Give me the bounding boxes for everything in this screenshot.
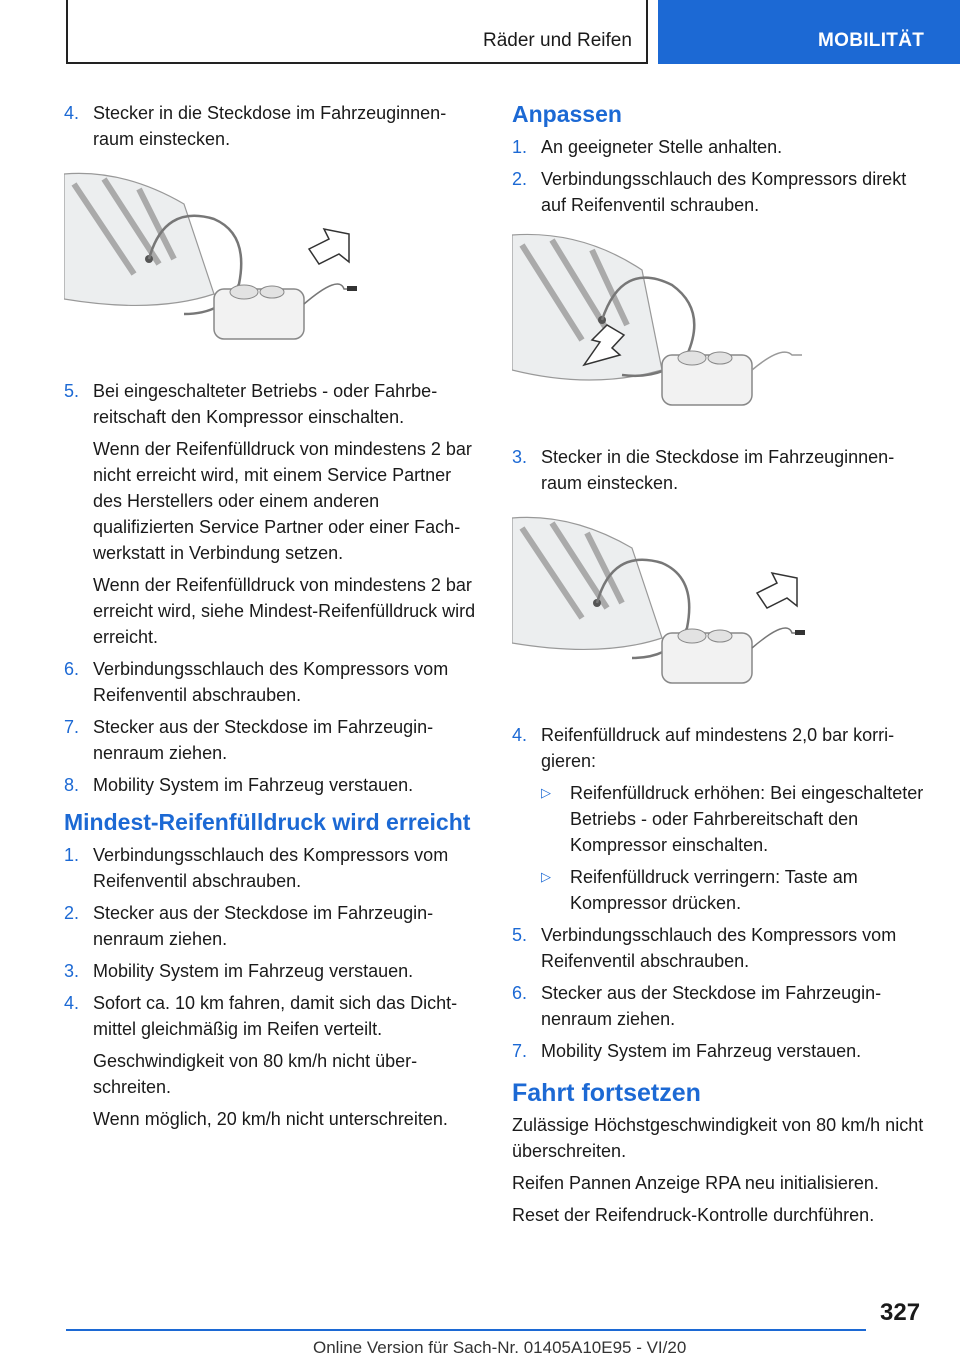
compressor-plug-illustration — [512, 508, 812, 708]
step-number: 4. — [64, 103, 80, 123]
step-number: 7. — [64, 717, 80, 737]
note-paragraph: Wenn der Reifenfülldruck von mindestens 2 bar nicht erreicht wird, mit einem Service Partner des Herstellers oder einem anderen qualifizierten Service Partner oder einer Fachwerkstatt in Verbindung setzen. — [93, 439, 472, 563]
body-paragraph: Reset der Reifendruck-Kontrolle durchführen. — [512, 1205, 875, 1225]
step-text: Mobility System im Fahrzeug verstauen. — [541, 1041, 862, 1061]
step-item — [64, 900, 476, 952]
step-item — [512, 980, 924, 1032]
section-heading: Anpassen — [512, 101, 622, 127]
step-text: Stecker aus der Steckdose im Fahrzeuginnenraum ziehen. — [541, 983, 882, 1029]
step-item — [512, 166, 924, 218]
step-number: 3. — [64, 961, 80, 981]
step-text: Verbindungsschlauch des Kompressors vom Reifenventil abschrauben. — [93, 845, 449, 891]
step-item — [64, 378, 476, 430]
step-text: Reifenfülldruck auf mindestens 2,0 bar korrigieren: — [541, 725, 895, 771]
step-number: 6. — [512, 983, 528, 1003]
note-paragraph: Wenn der Reifenfülldruck von mindestens 2 bar erreicht wird, siehe Mindest-Reifenfülldruck wird erreicht. — [93, 575, 476, 647]
step-item — [512, 722, 924, 774]
page-number: 327 — [880, 1299, 921, 1326]
step-text: Verbindungsschlauch des Kompressors vom Reifenventil abschrauben. — [541, 925, 897, 971]
step-number: 5. — [512, 925, 528, 945]
sub-step-item — [541, 780, 924, 858]
step-item — [64, 842, 476, 894]
footer-online-version: Online Version für Sach-Nr. 01405A10E95 - VI/20 — [313, 1338, 687, 1357]
step-text: Stecker in die Steckdose im Fahrzeuginnenraum einstecken. — [93, 103, 447, 149]
step-text: An geeigneter Stelle anhalten. — [541, 137, 783, 157]
body-paragraph: Reifen Pannen Anzeige RPA neu initialisieren. — [512, 1173, 879, 1193]
step-number: 4. — [64, 993, 80, 1013]
step-item — [64, 714, 476, 766]
note-paragraph: Geschwindigkeit von 80 km/h nicht überschreiten. — [93, 1051, 418, 1097]
step-text: Verbindungsschlauch des Kompressors vom Reifenventil abschrauben. — [93, 659, 449, 705]
note-paragraph: Wenn möglich, 20 km/h nicht unterschreiten. — [93, 1109, 448, 1129]
step-item — [64, 958, 476, 984]
step-text: Verbindungsschlauch des Kompressors direkt auf Reifenventil schrauben. — [541, 169, 907, 215]
step-item — [64, 656, 476, 708]
step-number: 1. — [512, 137, 528, 157]
body-paragraph: Zulässige Höchstgeschwindigkeit von 80 km/h nicht überschreiten. — [512, 1115, 924, 1161]
step-text: Sofort ca. 10 km fahren, damit sich das Dichtmittel gleichmäßig im Reifen verteilt. — [93, 993, 458, 1039]
step-item — [512, 1038, 924, 1064]
compressor-plug-illustration — [64, 164, 364, 364]
footer-divider — [66, 1329, 866, 1331]
section-heading: Fahrt fortsetzen — [512, 1079, 701, 1107]
step-text: Stecker aus der Steckdose im Fahrzeuginnenraum ziehen. — [93, 717, 434, 763]
valve-connection-illustration — [512, 230, 812, 430]
sub-step-text: Reifenfülldruck erhöhen: Bei eingeschalteter Betriebs - oder Fahrbereitschaft den Kompressor einschalten. — [570, 783, 924, 855]
step-number: 1. — [64, 845, 80, 865]
step-item — [512, 134, 924, 160]
chapter-tab[interactable]: MOBILITÄT — [658, 0, 960, 64]
left-column — [64, 100, 476, 1138]
step-text: Mobility System im Fahrzeug verstauen. — [93, 775, 414, 795]
header-section-title: Räder und Reifen — [483, 30, 632, 51]
triangle-bullet-icon: ▷ — [541, 869, 551, 884]
step-number: 7. — [512, 1041, 528, 1061]
section-heading: Mindest-Reifenfülldruck wird erreicht — [64, 809, 471, 835]
step-number: 4. — [512, 725, 528, 745]
step-number: 5. — [64, 381, 80, 401]
step-item — [512, 922, 924, 974]
step-item — [64, 100, 476, 152]
step-number: 3. — [512, 447, 528, 467]
step-number: 8. — [64, 775, 80, 795]
step-item — [64, 772, 476, 798]
sub-step-text: Reifenfülldruck verringern: Taste am Kompressor drücken. — [570, 867, 858, 913]
step-item — [512, 444, 924, 496]
step-text: Mobility System im Fahrzeug verstauen. — [93, 961, 414, 981]
right-column — [512, 100, 924, 1234]
step-number: 2. — [512, 169, 528, 189]
step-number: 2. — [64, 903, 80, 923]
step-text: Stecker aus der Steckdose im Fahrzeuginnenraum ziehen. — [93, 903, 434, 949]
step-number: 6. — [64, 659, 80, 679]
step-item — [64, 990, 476, 1042]
step-text: Stecker in die Steckdose im Fahrzeuginnenraum einstecken. — [541, 447, 895, 493]
step-text: Bei eingeschalteter Betriebs - oder Fahrbereitschaft den Kompressor einschalten. — [93, 381, 438, 427]
triangle-bullet-icon: ▷ — [541, 785, 551, 800]
sub-step-item — [541, 864, 924, 916]
